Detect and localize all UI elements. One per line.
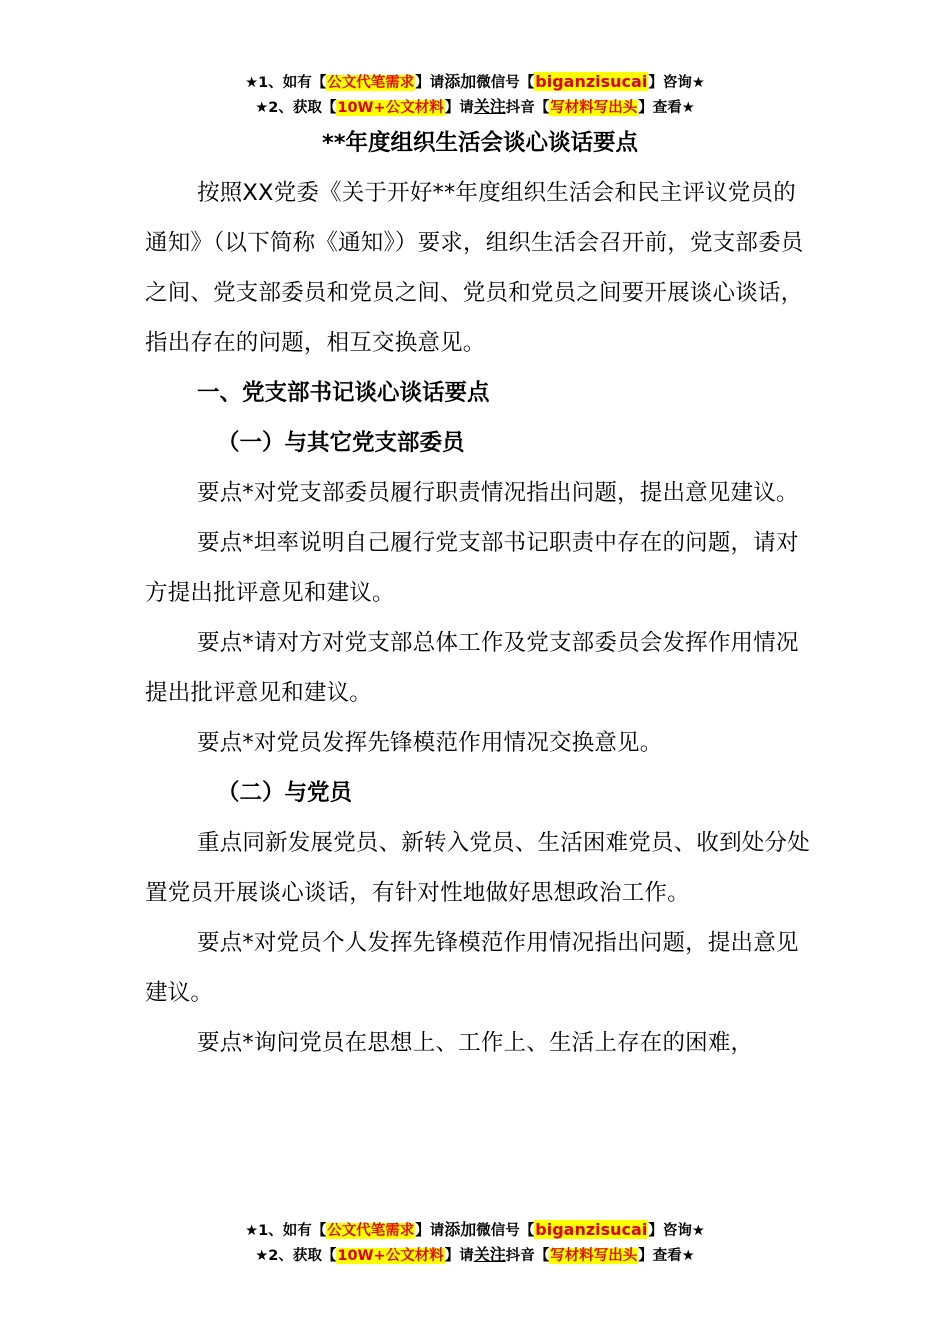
point-paragraph: 要点*坦率说明自己履行党支部书记职责中存在的问题，请对方提出批评意见和建议。	[145, 530, 799, 606]
service-highlight: 公文代笔需求	[327, 1223, 415, 1239]
wechat-id-highlight: biganzisucai	[535, 1220, 648, 1239]
banner-line-2: ★2、获取【10W+公文材料】请关注抖音【写材料写出头】查看★	[255, 1245, 695, 1264]
point-paragraph: 要点*询问党员在思想上、工作上、生活上存在的困难，	[197, 1030, 754, 1056]
section-heading: 一、党支部书记谈心谈话要点	[197, 380, 490, 406]
document-body	[145, 128, 815, 1068]
body-paragraph: 重点同新发展党员、新转入党员、生活困难党员、收到处分处置党员开展谈心谈话，有针对性地做好思想政治工作。	[145, 830, 810, 906]
douyin-id-highlight: 写材料写出头	[550, 100, 638, 116]
banner-line-1: ★1、如有【公文代笔需求】请添加微信号【biganzisucai】咨询★	[245, 1220, 705, 1239]
point-paragraph: 要点*对党支部委员履行职责情况指出问题，提出意见建议。	[197, 480, 799, 506]
service-highlight: 公文代笔需求	[327, 75, 415, 91]
subsection-heading: （二）与党员	[217, 780, 353, 806]
point-paragraph: 要点*对党员个人发挥先锋模范作用情况指出问题，提出意见建议。	[145, 930, 799, 1006]
point-paragraph: 要点*请对方对党支部总体工作及党支部委员会发挥作用情况提出批评意见和建议。	[145, 630, 799, 706]
footer-banner	[0, 1218, 950, 1268]
banner-line-1: ★1、如有【公文代笔需求】请添加微信号【biganzisucai】咨询★	[245, 72, 705, 91]
materials-highlight: 10W+公文材料	[337, 100, 444, 116]
intro-paragraph: 按照XX党委《关于开好**年度组织生活会和民主评议党员的通知》（以下简称《通知》）要求，组织生活会召开前，党支部委员之间、党支部委员和党员之间、党员和党员之间要开展谈心谈话，指出存在的问题，相互交换意见。	[145, 180, 804, 356]
douyin-id-highlight: 写材料写出头	[550, 1248, 638, 1264]
point-paragraph: 要点*对党员发挥先锋模范作用情况交换意见。	[197, 730, 663, 756]
subsection-heading: （一）与其它党支部委员	[217, 430, 465, 456]
header-banner	[0, 70, 950, 120]
banner-line-2: ★2、获取【10W+公文材料】请关注抖音【写材料写出头】查看★	[255, 97, 695, 116]
page-title: **年度组织生活会谈心谈话要点	[321, 130, 639, 156]
materials-highlight: 10W+公文材料	[337, 1248, 444, 1264]
wechat-id-highlight: biganzisucai	[535, 72, 648, 91]
